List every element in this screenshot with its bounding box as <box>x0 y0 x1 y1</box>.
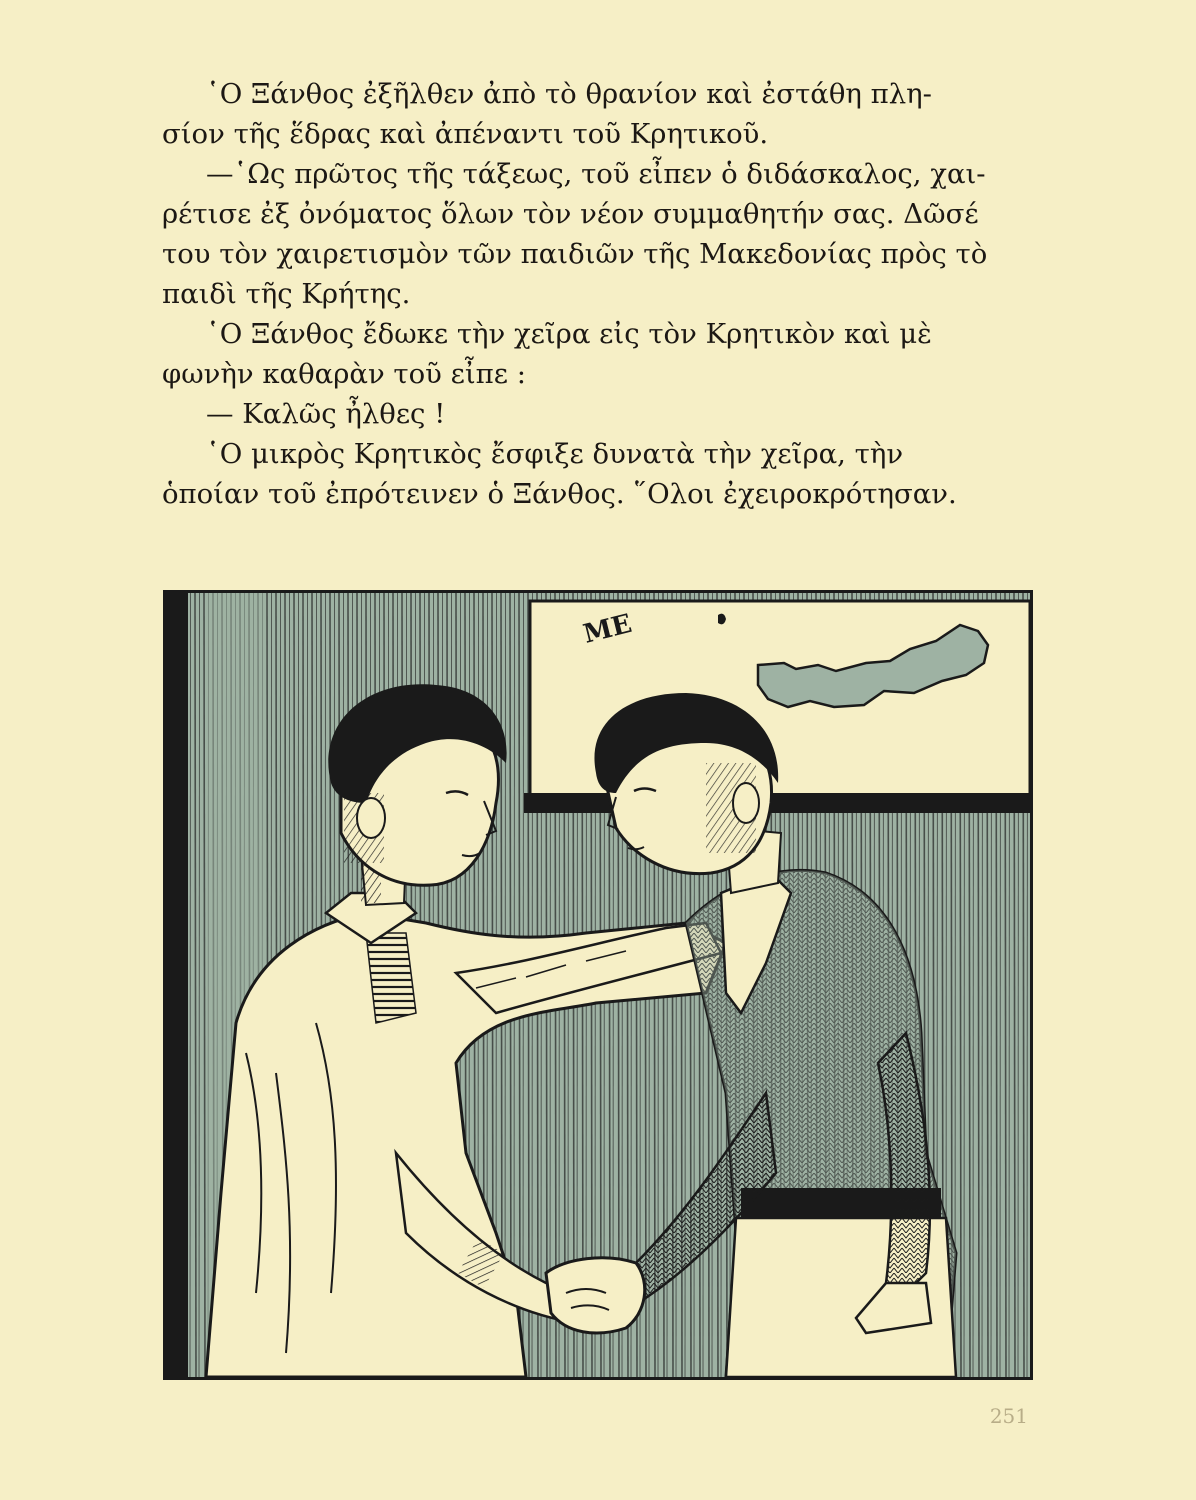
text-line: του τὸν χαιρετισμὸν τῶν παιδιῶν τῆς Μακεδονίας πρὸς τὸ <box>162 238 988 270</box>
body-text <box>162 74 1032 514</box>
paragraph-4 <box>162 394 1032 434</box>
paragraph-2 <box>162 154 1032 314</box>
page-number: 251 <box>989 1404 1028 1428</box>
map-label: ΜΕ <box>580 608 635 650</box>
text-line: ῾Ο μικρὸς Κρητικὸς ἔσφιξε δυνατὰ τὴν χεῖρα, τὴν <box>206 438 904 470</box>
paragraph-5 <box>162 434 1032 514</box>
text-line: ρέτισε ἐξ ὀνόματος ὅλων τὸν νέον συμμαθητήν σας. Δῶσέ <box>162 198 979 230</box>
text-line: —῾Ως πρῶτος τῆς τάξεως, τοῦ εἶπεν ὁ διδάσκαλος, χαι- <box>206 158 986 190</box>
handshake <box>546 1258 645 1333</box>
text-line: φωνὴν καθαρὰν τοῦ εἶπε : <box>162 358 526 390</box>
paragraph-1 <box>162 74 1032 154</box>
text-line: ῾Ο Ξάνθος ἐξῆλθεν ἀπὸ τὸ θρανίον καὶ ἐστάθη πλη- <box>206 78 932 110</box>
text-line: ὁποίαν τοῦ ἐπρότεινεν ὁ Ξάνθος. ῞Ολοι ἐχειροκρότησαν. <box>162 478 957 510</box>
text-line: ῾Ο Ξάνθος ἔδωκε τὴν χεῖρα εἰς τὸν Κρητικὸν καὶ μὲ <box>206 318 932 350</box>
text-line: σίον τῆς ἕδρας καὶ ἀπέναντι τοῦ Κρητικοῦ. <box>162 118 769 150</box>
paragraph-3 <box>162 314 1032 394</box>
text-line: — Καλῶς ἦλθες ! <box>206 398 446 430</box>
handshake-illustration <box>163 590 1033 1380</box>
text-line: παιδὶ τῆς Κρήτης. <box>162 278 411 310</box>
